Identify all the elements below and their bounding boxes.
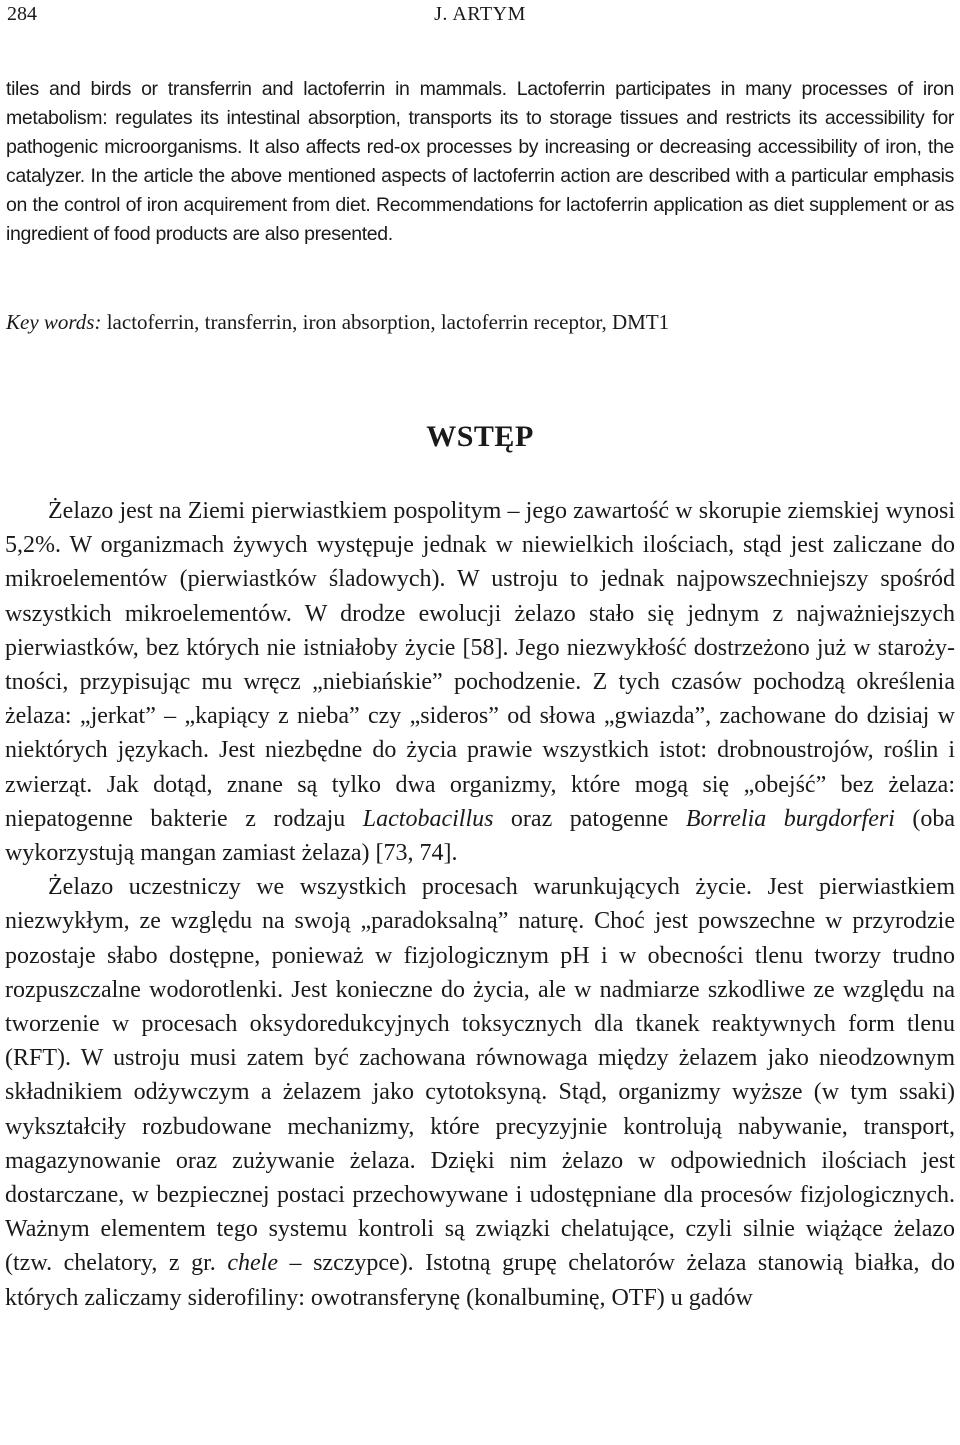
p1-text-3: (oba wykorzystują mangan zamiast żelaza) [73, 74]. [5, 805, 956, 867]
p1-species-borrelia: Borrelia burgdorferi [685, 805, 895, 832]
p2-text-1: Żelazo uczestniczy we wszystkich procesach warunkujących życie. Jest pierwiastkiem niezwykłym, ze względu na swoją „paradoksalną” naturę. Choć jest powszechne w przyrodzie pozostaje słabo dostępne, ponieważ w fizjologicznym pH i w obecności tlenu tworzy trudno rozpuszczalne wodorotlenki. Jest konieczne do życia, ale w nadmiarze szkodliwe ze względu na tworzenie w procesach oksydoredukcyjnych toksycznych dla tkanek reaktywnych form tlenu (RFT). W ustroju musi zatem być zachowana równowaga między żelazem jako nieodzownym składnikiem odżywczym a żelazem jako cytotoksyną. Stąd, organizmy wyższe (w tym ssaki) wykształciły rozbudowane mechanizmy, które precyzyjnie kontrolują nabywanie, transport, magazynowanie oraz zużywanie żelaza. Dzięki nim żelazo w odpowiednich ilościach jest dostarczane, w bezpiecznej postaci przechowywane i udostępniane dla procesów fizjologicznych. Ważnym elementem tego systemu kontroli są związki chelatujące, czyli silnie wiążące żelazo (tzw. chelatory, z gr. [5, 874, 955, 1277]
keywords-label: Key words: [6, 310, 102, 334]
p1-text-2: oraz patogenne [493, 805, 686, 832]
body-paragraph-1 [5, 494, 955, 870]
page-number: 284 [7, 3, 37, 25]
section-heading: WSTĘP [426, 420, 534, 453]
running-head: J. ARTYM [434, 3, 526, 25]
body-paragraph-2 [5, 870, 955, 1315]
keywords [6, 308, 954, 337]
keywords-list: lactoferrin, transferrin, iron absorption, lactoferrin receptor, DMT1 [101, 310, 670, 334]
p2-text-2: – szczypce). Istotną grupę chelatorów żelaza stanowią białka, do których zaliczamy siderofiliny: owotransferynę (konalbuminę, OTF) u gadów [5, 1250, 955, 1311]
body-text [5, 494, 955, 1315]
p2-term-chele: chele [227, 1250, 278, 1277]
p1-text-1: Żelazo jest na Ziemi pierwiastkiem pospolitym – jego zawartość w skorupie ziemskiej wynosi 5,2%. W organizmach żywych występuje jednak w niewielkich ilościach, stąd jest zaliczane do mikroelementów (pierwiastków śladowych). W ustroju to jednak najpowszechniejszy spośród wszystkich mikroelementów. W drodze ewolucji żelazo stało się jednym z najważniejszych pierwiastków, bez których nie istniałoby życie [58]. Jego niezwykłość dostrzeżono już w starożytności, przypisując mu wręcz „niebiańskie” pochodzenie. Z tych czasów pochodzą określenia żelaza: „jerkat” – „kapiący z nieba” czy „sideros” od słowa „gwiazda”, zachowane do dzisiaj w niektórych językach. Jest niezbędne do życia prawie wszystkich istot: drobnoustrojów, roślin i zwierząt. Jak dotąd, znane są tylko dwa organizmy, które mogą się „obejść” bez żelaza: niepatogenne bakterie z rodzaju [5, 498, 955, 832]
page-header [0, 0, 960, 30]
abstract-text: tiles and birds or transferrin and lactoferrin in mammals. Lactoferrin participates in many processes of iron metabolism: regulates its intestinal absorption, transports its to storage tissues and restricts its accessibility for pathogenic microorganisms. It also affects red-ox processes by increasing or decreasing accessibility of iron, the catalyzer. In the article the above mentioned aspects of lactoferrin action are described with a particular emphasis on the control of iron acquirement from diet. Recommendations for lactoferrin application as diet supplement or as ingredient of food products are also presented. [6, 78, 954, 245]
p1-genus-lactobacillus: Lactobacillus [362, 805, 494, 832]
